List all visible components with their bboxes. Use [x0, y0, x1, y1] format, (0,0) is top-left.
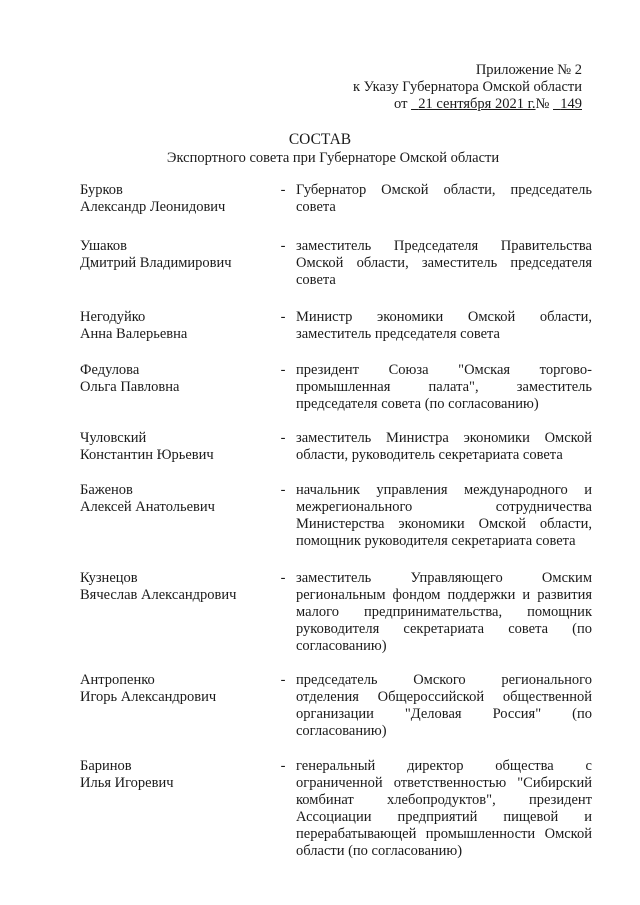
member-row [80, 758, 592, 868]
member-given-names: Константин Юрьевич [80, 447, 214, 463]
document-title [0, 131, 640, 167]
member-role: начальник управления международного и межрегионального сотрудничества Министерства экономики Омской области, помощник руководителя секретариата совета [296, 482, 592, 549]
decree-date: 21 сентября 2021 г. [418, 96, 536, 112]
member-row [80, 672, 592, 758]
member-row [80, 309, 592, 362]
member-surname: Негодуйко [80, 309, 146, 325]
member-given-names: Ольга Павловна [80, 379, 180, 395]
member-role: заместитель Председателя Правительства Омской области, заместитель председателя совета [296, 238, 592, 288]
member-name [80, 758, 270, 868]
member-given-names: Игорь Александрович [80, 689, 217, 705]
member-name [80, 238, 270, 309]
member-surname: Федулова [80, 362, 140, 378]
member-name [80, 182, 270, 238]
decree-number: 149 [560, 96, 582, 112]
member-given-names: Вячеслав Александрович [80, 587, 237, 603]
member-surname: Ушаков [80, 238, 127, 254]
member-row [80, 238, 592, 309]
member-role: Губернатор Омской области, председатель совета [296, 182, 592, 215]
member-dash: - [280, 362, 286, 378]
member-name [80, 309, 270, 362]
number-label: № [535, 96, 550, 112]
member-surname: Чуловский [80, 430, 147, 446]
member-role: заместитель Управляющего Омским региональным фондом поддержки и развития малого предпринимательства, помощник руководителя секретариата совета (по согласованию) [296, 570, 592, 654]
member-name [80, 362, 270, 430]
member-given-names: Илья Игоревич [80, 775, 174, 791]
member-dash: - [280, 430, 286, 446]
member-surname: Бурков [80, 182, 123, 198]
member-row [80, 430, 592, 482]
member-given-names: Анна Валерьевна [80, 326, 188, 342]
member-name [80, 672, 270, 758]
member-given-names: Дмитрий Владимирович [80, 255, 232, 271]
date-prefix: от [394, 96, 408, 112]
member-dash: - [280, 309, 286, 325]
member-name [80, 570, 270, 672]
appendix-decree-ref: к Указу Губернатора Омской области [352, 79, 582, 95]
member-dash: - [280, 758, 286, 774]
member-role: Министр экономики Омской области, заместитель председателя совета [296, 309, 592, 342]
title-heading: СОСТАВ [288, 131, 352, 148]
member-row [80, 182, 592, 238]
member-surname: Кузнецов [80, 570, 138, 586]
member-row [80, 570, 592, 672]
member-row [80, 362, 592, 430]
member-given-names: Александр Леонидович [80, 199, 226, 215]
members-list [80, 182, 592, 868]
member-dash: - [280, 482, 286, 498]
member-role: генеральный директор общества с ограниченной ответственностью "Сибирский комбинат хлебопродуктов", президент Ассоциации предприятий пищевой и перерабатывающей промышленности Омской области (по согласованию) [296, 758, 592, 859]
member-surname: Баринов [80, 758, 132, 774]
title-subheading: Экспортного совета при Губернаторе Омской области [166, 150, 500, 166]
member-name [80, 430, 270, 482]
appendix-number: Приложение № 2 [475, 62, 582, 78]
member-surname: Баженов [80, 482, 133, 498]
appendix-block [322, 62, 582, 113]
member-dash: - [280, 182, 286, 198]
member-role: заместитель Министра экономики Омской области, руководитель секретариата совета [296, 430, 592, 463]
member-dash: - [280, 672, 286, 688]
appendix-date-line [322, 96, 582, 113]
member-surname: Антропенко [80, 672, 155, 688]
member-given-names: Алексей Анатольевич [80, 499, 215, 515]
member-dash: - [280, 238, 286, 254]
member-role: председатель Омского регионального отделения Общероссийской общественной организации "Деловая Россия" (по согласованию) [296, 672, 592, 739]
member-role: президент Союза "Омская торгово-промышленная палата", заместитель председателя совета (по согласованию) [296, 362, 592, 412]
member-name [80, 482, 270, 570]
member-row [80, 482, 592, 570]
member-dash: - [280, 570, 286, 586]
